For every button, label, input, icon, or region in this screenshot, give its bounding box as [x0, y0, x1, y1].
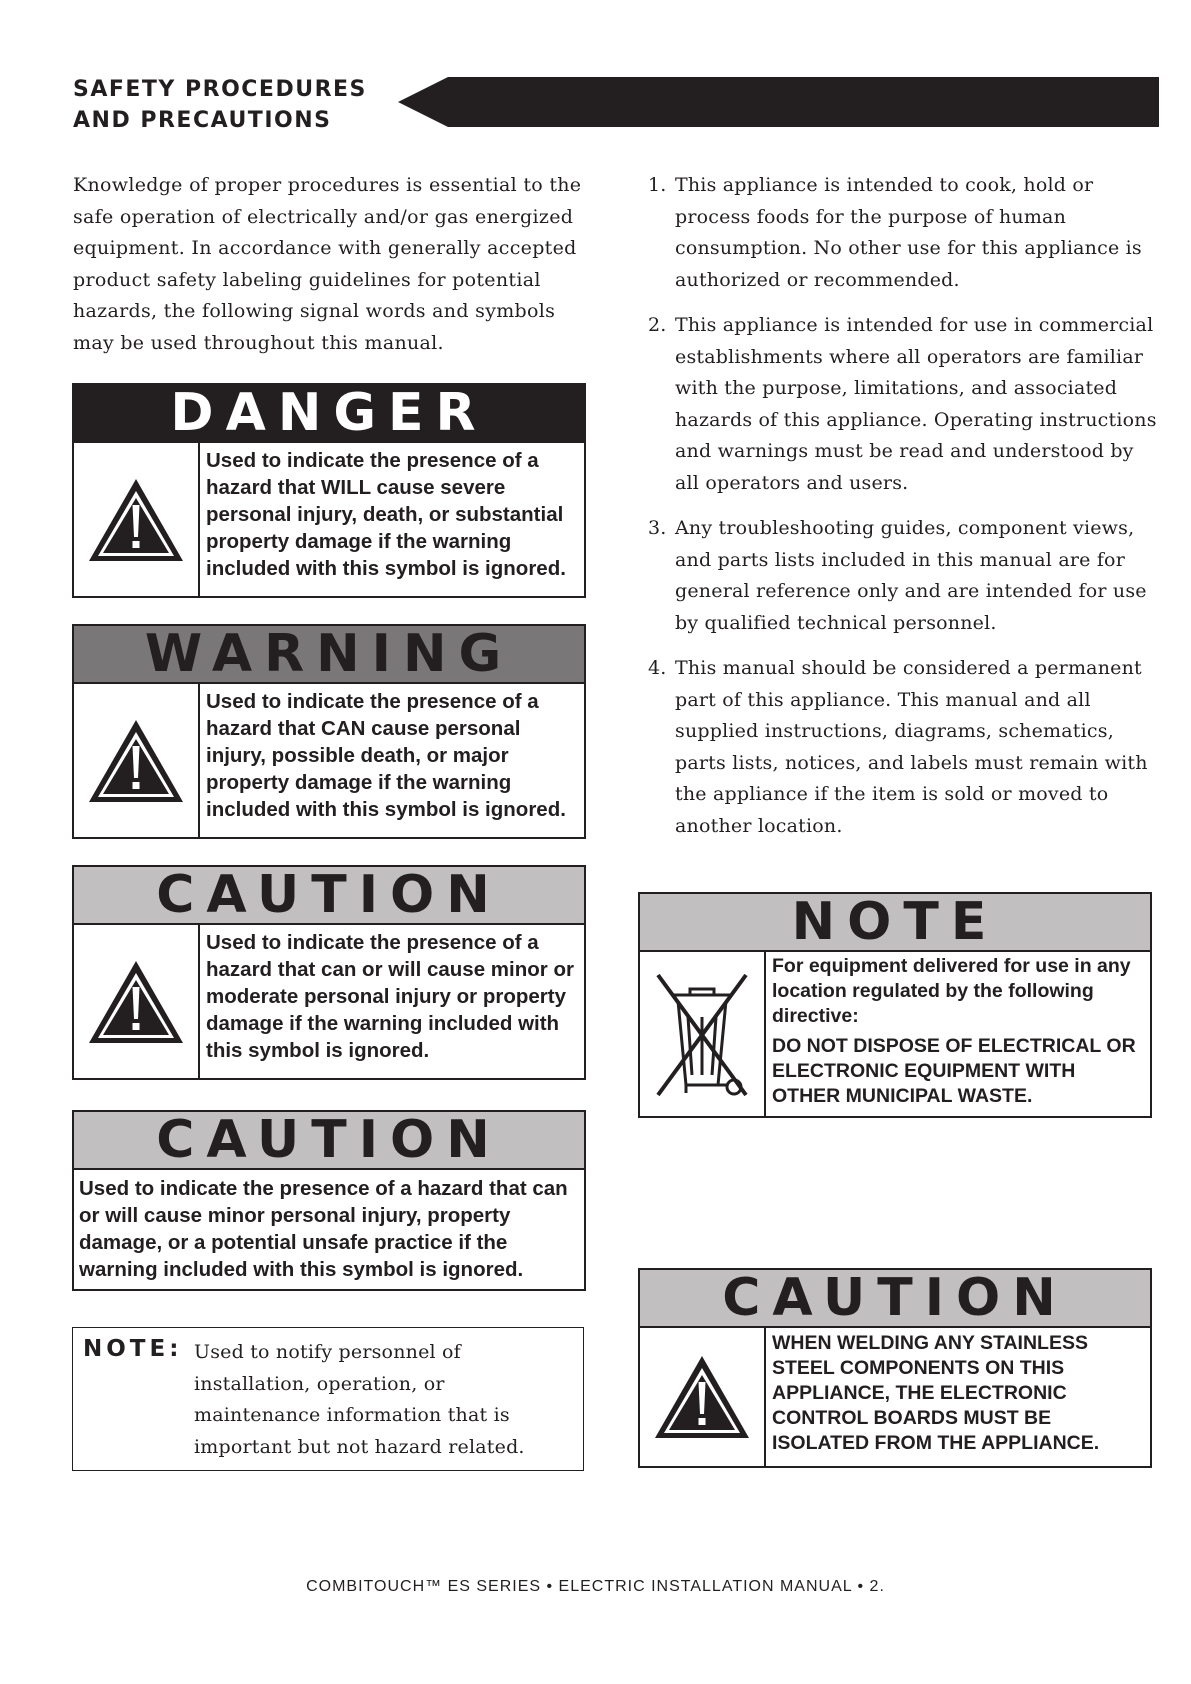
intro-paragraph: Knowledge of proper procedures is essential to the safe operation of electrically and/or gas energized equipment. In accordance with generally accepted product safety labeling guidelines for potential hazards, the following signal words and symbols may be used throughout this manual. [73, 174, 582, 354]
list-item-number: 2. [648, 314, 667, 336]
warning-header: WARNING [74, 626, 584, 684]
caution-welding-symbol-cell [640, 1328, 766, 1466]
list-item-number: 3. [648, 517, 667, 539]
caution-nosymbol-header: CAUTION [74, 1112, 584, 1170]
list-item-text: This appliance is intended for use in commercial establishments where all operators are familiar with the purpose, limitations, and associated hazards of this appliance. Operating instructions and warnings must be read and understood by all operators and users. [675, 314, 1157, 494]
header-banner [398, 77, 1159, 127]
caution-welding-box [638, 1268, 1152, 1468]
list-item-number: 4. [648, 657, 667, 679]
list-item [648, 310, 1158, 499]
caution-symbol-header: CAUTION [74, 867, 584, 925]
list-item [648, 653, 1158, 842]
note-weee-text [766, 952, 1150, 1116]
warning-triangle-icon [652, 1352, 752, 1442]
list-item-text: This appliance is intended to cook, hold or process foods for the purpose of human consumption. No other use for this appliance is authorized or recommended. [675, 174, 1142, 291]
list-item-number: 1. [648, 174, 667, 196]
caution-symbol-cell [74, 925, 200, 1078]
note-definition-text: Used to notify personnel of installation, operation, or maintenance information that is important but not hazard related. [194, 1341, 525, 1458]
danger-symbol-cell [74, 443, 200, 596]
note-weee-symbol-cell [640, 952, 766, 1116]
caution-welding-header: CAUTION [640, 1270, 1150, 1328]
caution-symbol-box [72, 865, 586, 1080]
caution-nosymbol-text: Used to indicate the presence of a hazard that can or will cause minor personal injury, property damage, or a potential unsafe practice if the warning included with this symbol is ignored. [79, 1177, 568, 1281]
caution-symbol-text: Used to indicate the presence of a hazard that can or will cause minor or moderate personal injury or property damage if the warning included with this symbol is ignored. [206, 931, 574, 1062]
danger-box [72, 383, 586, 598]
warning-text: Used to indicate the presence of a hazard that CAN cause personal injury, possible death, or major property damage if the warning included with this symbol is ignored. [206, 690, 566, 821]
page-footer: COMBITOUCH™ ES SERIES • ELECTRIC INSTALLATION MANUAL • 2. [306, 1578, 885, 1595]
list-item-text: This manual should be considered a permanent part of this appliance. This manual and all supplied instructions, diagrams, schematics, parts lists, notices, and labels must remain with the appliance if the item is sold or moved to another location. [675, 657, 1148, 837]
section-title-line1: SAFETY PROCEDURES [73, 77, 367, 102]
note-weee-text1: For equipment delivered for use in any location regulated by the following directive: [772, 955, 1131, 1027]
warning-box [72, 624, 586, 839]
warning-triangle-icon [86, 957, 186, 1047]
warning-triangle-icon [86, 716, 186, 806]
warning-symbol-cell [74, 684, 200, 837]
note-label: NOTE: [83, 1336, 183, 1362]
note-definition-box [72, 1327, 584, 1471]
list-item [648, 170, 1158, 296]
caution-nosymbol-box [72, 1110, 586, 1291]
crossed-out-bin-icon [650, 959, 754, 1109]
note-weee-header: NOTE [640, 894, 1150, 952]
caution-welding-text: WHEN WELDING ANY STAINLESS STEEL COMPONENTS ON THIS APPLIANCE, THE ELECTRONIC CONTROL BOARDS MUST BE ISOLATED FROM THE APPLIANCE. [772, 1332, 1100, 1454]
note-weee-box [638, 892, 1152, 1118]
warning-triangle-icon [86, 475, 186, 565]
section-title-line2: AND PRECAUTIONS [73, 108, 332, 133]
note-weee-text2: DO NOT DISPOSE OF ELECTRICAL OR ELECTRONIC EQUIPMENT WITH OTHER MUNICIPAL WASTE. [772, 1035, 1136, 1107]
list-item [648, 513, 1158, 639]
precautions-list [648, 170, 1158, 856]
danger-header: DANGER [74, 385, 584, 443]
list-item-text: Any troubleshooting guides, component views, and parts lists included in this manual are for general reference only and are intended for use by qualified technical personnel. [675, 517, 1147, 634]
section-title [73, 74, 367, 136]
danger-text: Used to indicate the presence of a hazard that WILL cause severe personal injury, death, or substantial property damage if the warning included with this symbol is ignored. [206, 449, 566, 580]
